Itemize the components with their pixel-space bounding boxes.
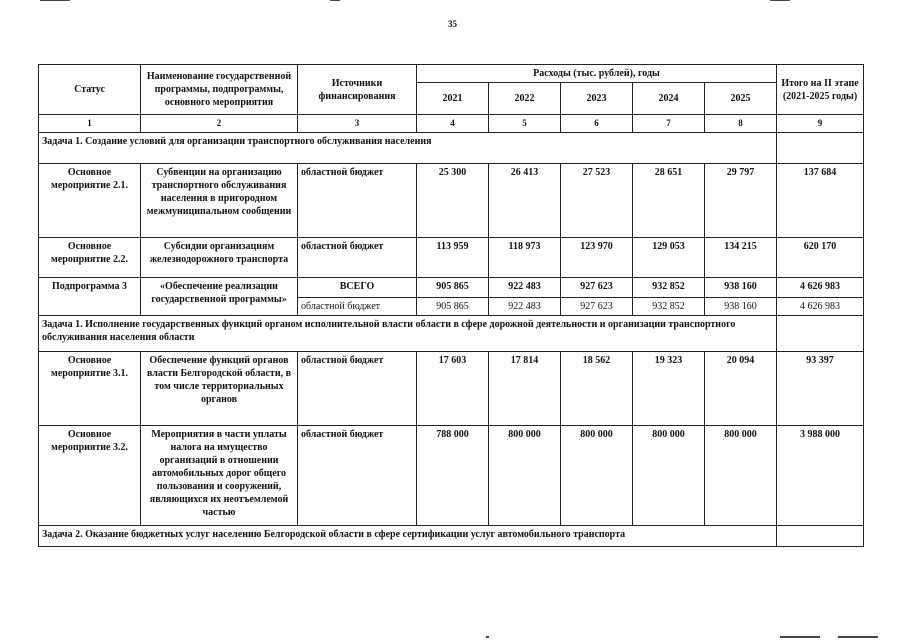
row-value: 800 000 [561,426,633,526]
scan-mark [838,636,878,638]
row-total: 4 626 983 [777,298,864,316]
empty-cell [777,526,864,547]
row-source: областной бюджет [298,164,417,238]
row-value: 905 865 [417,298,489,316]
header-year: 2024 [633,83,705,115]
row-value: 938 160 [705,298,777,316]
row-source: областной бюджет [298,238,417,278]
header-name: Наименование государственной программы, подпрограммы, основного мероприятия [141,65,298,115]
row-value: 26 413 [489,164,561,238]
row-total: 3 988 000 [777,426,864,526]
row-value: 800 000 [633,426,705,526]
row-total: 93 397 [777,352,864,426]
scan-mark [330,0,340,1]
row-value: 19 323 [633,352,705,426]
row-value: 27 523 [561,164,633,238]
row-value: 17 814 [489,352,561,426]
row-value: 123 970 [561,238,633,278]
header-status: Статус [39,65,141,115]
task-2-label: Задача 2. Оказание бюджетных услуг населению Белгородской области в сфере сертификации услуг автомобильного транспорта [39,526,777,547]
row-value: 932 852 [633,278,705,298]
page-number: 35 [448,19,457,29]
row-value: 17 603 [417,352,489,426]
table-row-p3-all [39,278,864,298]
column-number: 1 [39,115,141,133]
row-value: 20 094 [705,352,777,426]
row-value: 932 852 [633,298,705,316]
column-number: 5 [489,115,561,133]
row-value: 29 797 [705,164,777,238]
row-value: 113 959 [417,238,489,278]
row-status: Основное мероприятие 2.1. [39,164,141,238]
row-value: 129 053 [633,238,705,278]
column-number: 7 [633,115,705,133]
row-name: Обеспечение функций органов власти Белгородской области, в том числе территориальных органов [141,352,298,426]
row-value: 118 973 [489,238,561,278]
header-expenses: Расходы (тыс. рублей), годы [417,65,777,83]
table-row-m21 [39,164,864,238]
budget-table [38,64,864,547]
row-value: 905 865 [417,278,489,298]
column-number: 3 [298,115,417,133]
column-number: 4 [417,115,489,133]
row-value: 800 000 [705,426,777,526]
row-value: 938 160 [705,278,777,298]
empty-cell [777,316,864,352]
row-status: Подпрограмма 3 [39,278,141,316]
header-source: Источники финансирования [298,65,417,115]
header-year: 2023 [561,83,633,115]
row-source: областной бюджет [298,426,417,526]
row-total: 4 626 983 [777,278,864,298]
task-1b-label: Задача 1. Исполнение государственных функций органом исполнительной власти области в сфере дорожной деятельности и организации транспортного обслуживания населения области [39,316,777,352]
column-number: 2 [141,115,298,133]
column-number-row [39,115,864,133]
row-value: 18 562 [561,352,633,426]
task-1-label: Задача 1. Создание условий для организации транспортного обслуживания населения [39,133,777,164]
header-year: 2021 [417,83,489,115]
row-total: 620 170 [777,238,864,278]
task-row [39,133,864,164]
column-number: 6 [561,115,633,133]
task-row [39,526,864,547]
scan-mark [770,0,790,1]
table-row-m32 [39,426,864,526]
column-number: 9 [777,115,864,133]
column-number: 8 [705,115,777,133]
row-value: 922 483 [489,298,561,316]
row-source-all: ВСЕГО [298,278,417,298]
row-value: 788 000 [417,426,489,526]
scan-mark [780,636,820,638]
row-source-regional: областной бюджет [298,298,417,316]
row-status: Основное мероприятие 3.1. [39,352,141,426]
row-name: «Обеспечение реализации государственной программы» [141,278,298,316]
row-value: 922 483 [489,278,561,298]
row-name: Субвенции на организацию транспортного обслуживания населения в пригородном межмуниципальном сообщении [141,164,298,238]
task-row [39,316,864,352]
header-year: 2025 [705,83,777,115]
row-name: Мероприятия в части уплаты налога на имущество организаций в отношении автомобильных дорог общего пользования и сооружений, являющихся их неотъемлемой частью [141,426,298,526]
row-value: 25 300 [417,164,489,238]
table-row-m22 [39,238,864,278]
row-value: 800 000 [489,426,561,526]
table-row-m31 [39,352,864,426]
row-status: Основное мероприятие 2.2. [39,238,141,278]
scan-mark [40,0,70,1]
row-status: Основное мероприятие 3.2. [39,426,141,526]
row-value: 28 651 [633,164,705,238]
header-total: Итого на II этапе (2021-2025 годы) [777,65,864,115]
row-value: 927 623 [561,298,633,316]
empty-cell [777,133,864,164]
header-row [39,65,864,83]
row-source: областной бюджет [298,352,417,426]
scan-mark [486,636,489,638]
row-value: 134 215 [705,238,777,278]
row-name: Субсидии организациям железнодорожного транспорта [141,238,298,278]
row-value: 927 623 [561,278,633,298]
header-year: 2022 [489,83,561,115]
row-total: 137 684 [777,164,864,238]
